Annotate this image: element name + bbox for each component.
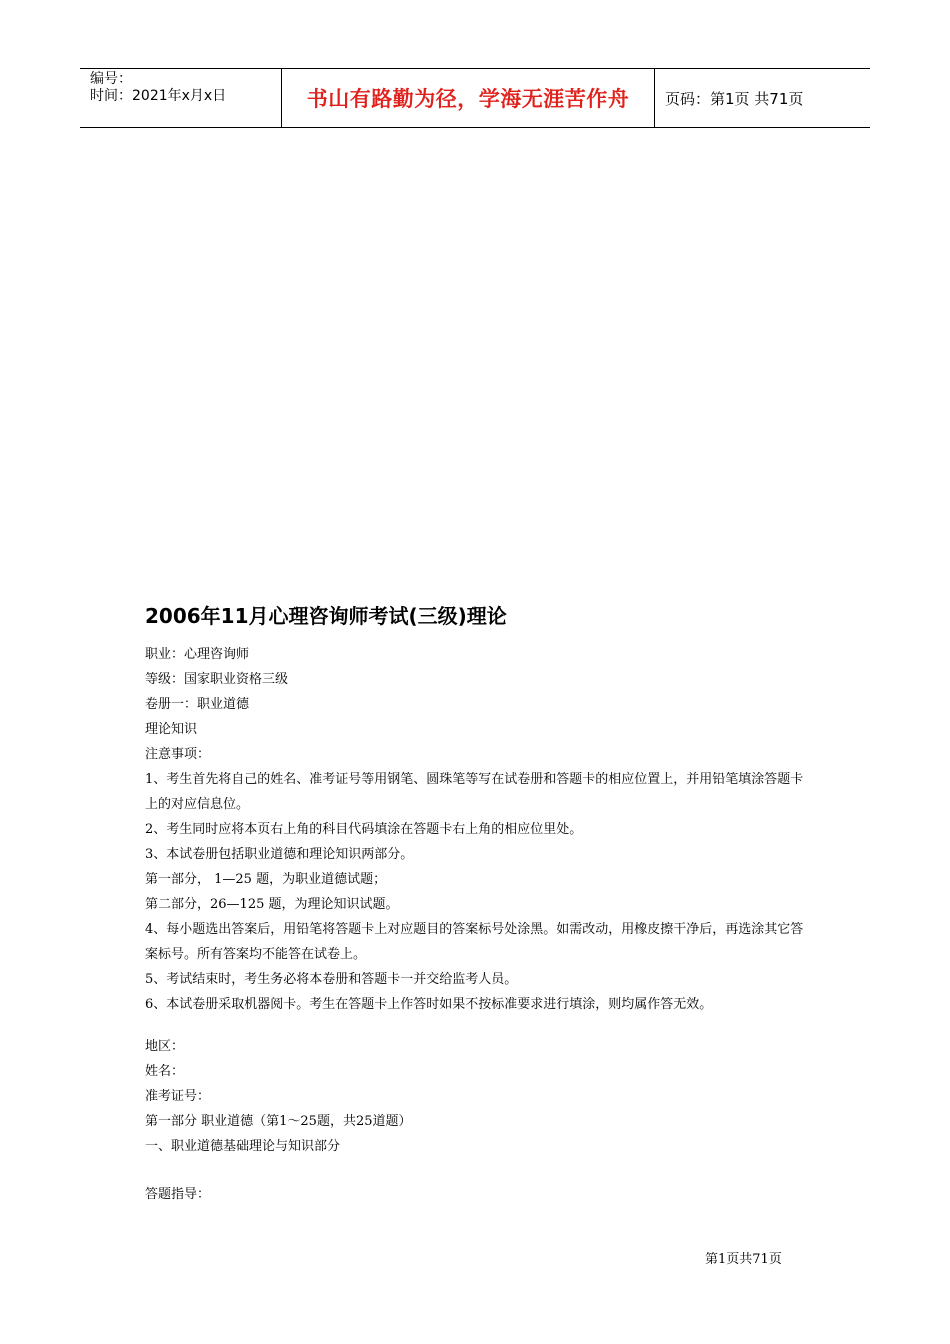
- body-line: 第一部分， 1—25 题，为职业道德试题；: [145, 872, 387, 887]
- body-line: 理论知识: [145, 722, 198, 737]
- body-line: 3、本试卷册包括职业道德和理论知识两部分。: [145, 847, 414, 862]
- region-field: 地区：: [145, 1039, 185, 1054]
- spacer: [145, 1017, 815, 1034]
- body-line: 5、考试结束时，考生务必将本卷册和答题卡一并交给监考人员。: [145, 972, 518, 987]
- answer-guide-label: 答题指导：: [145, 1187, 211, 1202]
- body-line: 注意事项：: [145, 747, 211, 762]
- body-line: 等级：国家职业资格三级: [145, 672, 289, 687]
- spacer: [145, 1159, 815, 1182]
- time-label: 时间：2021年x月x日: [90, 88, 227, 104]
- body-line: 1、考生首先将自己的姓名、准考证号等用钢笔、圆珠笔等写在试卷册和答题卡的相应位置上，并用铅笔填涂答题卡上的对应信息位。: [145, 772, 804, 812]
- header-meta: [80, 69, 282, 127]
- number-label: 编号：: [90, 71, 132, 87]
- document-body: [145, 642, 815, 1207]
- body-line: 第二部分，26—125 题，为理论知识试题。: [145, 897, 399, 912]
- body-line: 卷册一：职业道德: [145, 697, 250, 712]
- document-title: 2006年11月心理咨询师考试(三级)理论: [145, 604, 507, 628]
- header-motto: 书山有路勤为径，学海无涯苦作舟: [282, 69, 655, 127]
- section-heading: 第一部分 职业道德（第1～25题，共25道题）: [145, 1114, 412, 1129]
- header-page-info: 页码：第1页 共71页: [665, 89, 804, 108]
- page-footer: 第1页共71页: [705, 1252, 782, 1267]
- name-field: 姓名：: [145, 1064, 185, 1079]
- body-line: 4、每小题选出答案后，用铅笔将答题卡上对应题目的答案标号处涂黑。如需改动，用橡皮擦干净后，再选涂其它答案标号。所有答案均不能答在试卷上。: [145, 922, 804, 962]
- body-line: 2、考生同时应将本页右上角的科目代码填涂在答题卡右上角的相应位里处。: [145, 822, 583, 837]
- admission-number-field: 准考证号：: [145, 1089, 211, 1104]
- page-header: [80, 68, 870, 128]
- body-line: 6、本试卷册采取机器阅卡。考生在答题卡上作答时如果不按标准要求进行填涂，则均属作答无效。: [145, 997, 713, 1012]
- subsection-heading: 一、职业道德基础理论与知识部分: [145, 1139, 341, 1154]
- body-line: 职业：心理咨询师: [145, 647, 250, 662]
